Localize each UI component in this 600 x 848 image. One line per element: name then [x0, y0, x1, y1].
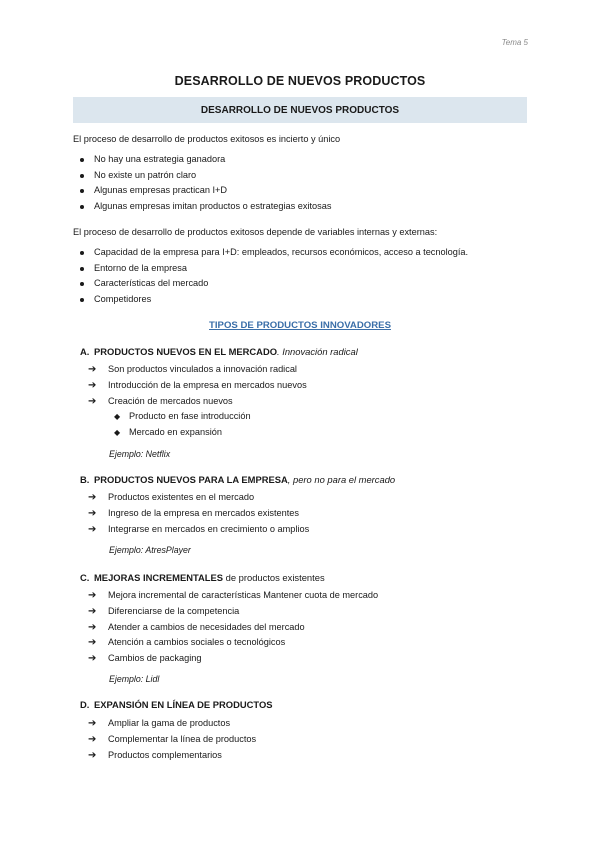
sublist-item: ◆ Mercado en expansión	[114, 425, 307, 441]
intro-paragraph-1: El proceso de desarrollo de productos exitosos es incierto y único	[73, 134, 341, 144]
sublist-item: ◆ Producto en fase introducción	[114, 409, 307, 425]
list-item: ➔ Atención a cambios sociales o tecnológicos	[88, 635, 378, 651]
list-item: No existe un patrón claro	[78, 168, 331, 184]
category-a-list	[88, 362, 307, 441]
list-item: Características del mercado	[78, 276, 468, 292]
category-c-heading	[80, 572, 325, 583]
list-item: Capacidad de la empresa para I+D: empleados, recursos económicos, acceso a tecnología.	[78, 245, 468, 261]
right-arrow-icon: ➔	[88, 749, 97, 761]
list-item: Algunas empresas imitan productos o estrategias exitosas	[78, 199, 331, 215]
right-arrow-icon: ➔	[88, 523, 97, 535]
subheading-tipos-productos: TIPOS DE PRODUCTOS INNOVADORES	[209, 320, 391, 331]
category-letter: C.	[80, 572, 90, 583]
sublist-container	[88, 409, 307, 441]
list-item: ➔ Ingreso de la empresa en mercados existentes	[88, 506, 309, 522]
diamond-bullet-icon: ◆	[114, 412, 121, 422]
page-header-label: Tema 5	[501, 38, 528, 47]
list-item: ➔ Mejora incremental de características Mantener cuota de mercado	[88, 588, 378, 604]
category-b-heading	[80, 474, 395, 485]
category-a-sublist	[88, 409, 307, 441]
right-arrow-icon: ➔	[88, 379, 97, 391]
list-item: ➔ Cambios de packaging	[88, 651, 378, 667]
right-arrow-icon: ➔	[88, 733, 97, 745]
right-arrow-icon: ➔	[88, 653, 97, 665]
category-b-example: Ejemplo: AtresPlayer	[109, 545, 191, 555]
list-item: ➔ Creación de mercados nuevos	[88, 394, 307, 410]
list-item: ➔ Diferenciarse de la competencia	[88, 604, 378, 620]
category-subtitle: . Innovación radical	[277, 346, 358, 357]
category-c-example: Ejemplo: Lidl	[109, 674, 160, 684]
list-item: No hay una estrategia ganadora	[78, 152, 331, 168]
category-c-list	[88, 588, 378, 667]
category-a-heading	[80, 346, 358, 357]
right-arrow-icon: ➔	[88, 718, 97, 729]
document-title: DESARROLLO DE NUEVOS PRODUCTOS	[174, 74, 426, 88]
right-arrow-icon: ➔	[88, 364, 97, 375]
list-item: ➔ Atender a cambios de necesidades del mercado	[88, 620, 378, 636]
right-arrow-icon: ➔	[88, 621, 97, 633]
category-subtitle: , pero no para el mercado	[287, 474, 396, 485]
right-arrow-icon: ➔	[88, 395, 97, 407]
category-letter: B.	[80, 474, 90, 485]
list-item: Competidores	[78, 292, 468, 308]
category-title: PRODUCTOS NUEVOS PARA LA EMPRESA	[94, 474, 288, 485]
section-bar-label: DESARROLLO DE NUEVOS PRODUCTOS	[200, 104, 400, 116]
list-item: ➔ Son productos vinculados a innovación radical	[88, 362, 307, 378]
category-d-list	[88, 716, 256, 763]
list-item: ➔ Introducción de la empresa en mercados nuevos	[88, 378, 307, 394]
category-b-list	[88, 490, 309, 537]
category-title: PRODUCTOS NUEVOS EN EL MERCADO	[94, 346, 278, 357]
list-item: Entorno de la empresa	[78, 261, 468, 277]
right-arrow-icon: ➔	[88, 637, 97, 649]
intro-list-1	[78, 152, 331, 214]
list-item: ➔ Complementar la línea de productos	[88, 732, 256, 748]
list-item: ➔ Productos existentes en el mercado	[88, 490, 309, 506]
category-a-example: Ejemplo: Netflix	[109, 449, 171, 459]
list-item: Algunas empresas practican I+D	[78, 183, 331, 199]
category-d-heading	[80, 699, 273, 710]
right-arrow-icon: ➔	[88, 492, 97, 503]
list-item: ➔ Productos complementarios	[88, 748, 256, 764]
right-arrow-icon: ➔	[88, 507, 97, 519]
intro-paragraph-2: El proceso de desarrollo de productos exitosos depende de variables internas y externas:	[73, 227, 438, 237]
diamond-bullet-icon: ◆	[114, 428, 121, 438]
list-item: ➔ Integrarse en mercados en crecimiento o amplios	[88, 522, 309, 538]
category-letter: A.	[80, 346, 90, 357]
category-subtitle: de productos existentes	[223, 572, 325, 583]
list-item: ➔ Ampliar la gama de productos	[88, 716, 256, 732]
category-title: EXPANSIÓN EN LÍNEA DE PRODUCTOS	[94, 699, 273, 710]
right-arrow-icon: ➔	[88, 605, 97, 617]
section-bar	[73, 97, 527, 123]
intro-list-2	[78, 245, 468, 307]
category-title: MEJORAS INCREMENTALES	[94, 572, 224, 583]
category-letter: D.	[80, 699, 90, 710]
right-arrow-icon: ➔	[88, 590, 97, 601]
